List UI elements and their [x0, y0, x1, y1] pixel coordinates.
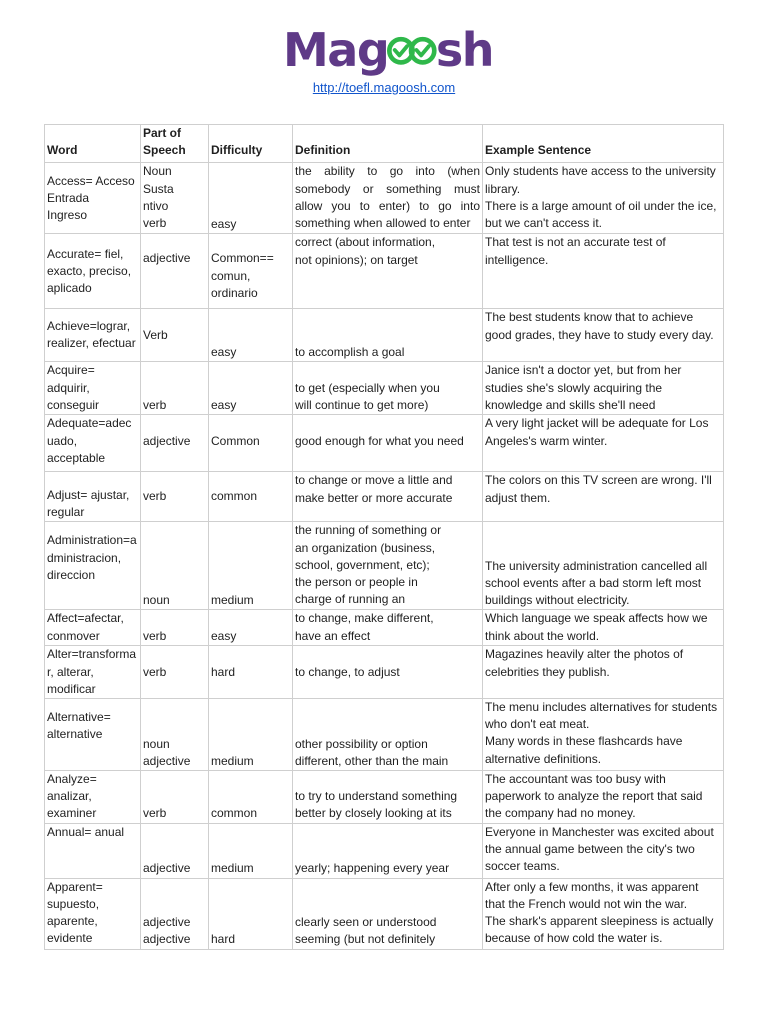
definition-cell: to change, make different, have an effect: [293, 610, 483, 646]
word-cell: Access= Acceso Entrada Ingreso: [45, 163, 141, 234]
word-cell: Alter=transformar, alterar, modificar: [45, 646, 141, 699]
word-cell: Accurate= fiel, exacto, preciso, aplicado: [45, 234, 141, 309]
example-cell: Magazines heavily alter the photos of celebrities they publish.: [483, 646, 724, 699]
difficulty-cell: hard: [209, 878, 293, 949]
definition-cell: the running of something or an organization (business, school, government, etc); the person or people in charge of running an: [293, 522, 483, 610]
example-cell: A very light jacket will be adequate for Los Angeles's warm winter.: [483, 415, 724, 472]
table-row: [45, 362, 724, 415]
word-cell: Apparent= supuesto, aparente, evidente: [45, 878, 141, 949]
pos-cell: verb: [141, 472, 209, 522]
table-row: [45, 522, 724, 610]
pos-cell: noun adjective: [141, 699, 209, 771]
example-cell: The best students know that to achieve good grades, they have to study every day.: [483, 309, 724, 362]
example-cell: The menu includes alternatives for students who don't eat meat. Many words in these flashcards have alternative definitions.: [483, 699, 724, 771]
pos-cell: Verb: [141, 309, 209, 362]
pos-cell: adjective: [141, 823, 209, 878]
header-word: Word: [45, 125, 141, 163]
pos-cell: verb: [141, 771, 209, 824]
pos-cell: verb: [141, 610, 209, 646]
table-row: [45, 699, 724, 771]
pos-cell: adjective: [141, 234, 209, 309]
table-row: [45, 823, 724, 878]
vocabulary-table: [44, 124, 724, 950]
difficulty-cell: medium: [209, 823, 293, 878]
word-cell: Analyze= analizar, examiner: [45, 771, 141, 824]
definition-cell: to try to understand something better by closely looking at its: [293, 771, 483, 824]
word-cell: Adequate=adecuado, acceptable: [45, 415, 141, 472]
word-cell: Affect=afectar, conmover: [45, 610, 141, 646]
difficulty-cell: hard: [209, 646, 293, 699]
word-cell: Adjust= ajustar, regular: [45, 472, 141, 522]
pos-cell: adjective: [141, 415, 209, 472]
logo-checkmark-icon: [387, 30, 437, 70]
word-cell: Acquire= adquirir, conseguir: [45, 362, 141, 415]
table-row: [45, 415, 724, 472]
example-cell: The accountant was too busy with paperwork to analyze the report that said the company had no money.: [483, 771, 724, 824]
header-definition: Definition: [293, 125, 483, 163]
example-cell: The university administration cancelled all school events after a bad storm left most buildings without electricity.: [483, 522, 724, 610]
table-row: [45, 771, 724, 824]
difficulty-cell: easy: [209, 610, 293, 646]
example-cell: Janice isn't a doctor yet, but from her studies she's slowly acquiring the knowledge and skills she'll need: [483, 362, 724, 415]
table-row: [45, 309, 724, 362]
pos-cell: verb: [141, 646, 209, 699]
definition-cell: to accomplish a goal: [293, 309, 483, 362]
table-row: [45, 234, 724, 309]
table-row: [45, 646, 724, 699]
definition-cell: other possibility or option different, other than the main: [293, 699, 483, 771]
definition-cell: clearly seen or understood seeming (but not definitely: [293, 878, 483, 949]
difficulty-cell: medium: [209, 699, 293, 771]
difficulty-cell: easy: [209, 163, 293, 234]
definition-cell: to change, to adjust: [293, 646, 483, 699]
word-cell: Achieve=lograr, realizer, efectuar: [45, 309, 141, 362]
example-cell: That test is not an accurate test of intelligence.: [483, 234, 724, 309]
magoosh-link[interactable]: http://toefl.magoosh.com: [312, 80, 456, 95]
header-difficulty: Difficulty: [209, 125, 293, 163]
pos-cell: noun: [141, 522, 209, 610]
header-example-sentence: Example Sentence: [483, 125, 724, 163]
word-cell: Administration=administracion, direccion: [45, 522, 141, 610]
difficulty-cell: easy: [209, 362, 293, 415]
example-cell: Everyone in Manchester was excited about the annual game between the city's two soccer teams.: [483, 823, 724, 878]
difficulty-cell: common: [209, 771, 293, 824]
table-row: [45, 472, 724, 522]
example-cell: Which language we speak affects how we think about the world.: [483, 610, 724, 646]
magoosh-logo: [283, 22, 493, 78]
word-cell: Annual= anual: [45, 823, 141, 878]
definition-cell: the ability to go into (when somebody or something must allow you to enter) to go into something when allowed to enter: [293, 163, 483, 234]
logo-text-left: Mag: [283, 23, 389, 77]
logo-text-right: sh: [435, 23, 493, 77]
difficulty-cell: Common== comun, ordinario: [209, 234, 293, 309]
example-cell: After only a few months, it was apparent that the French would not win the war. The shark's apparent sleepiness is actually because of how cold the water is.: [483, 878, 724, 949]
definition-cell: good enough for what you need: [293, 415, 483, 472]
difficulty-cell: common: [209, 472, 293, 522]
example-cell: The colors on this TV screen are wrong. I'll adjust them.: [483, 472, 724, 522]
difficulty-cell: Common: [209, 415, 293, 472]
table-row: [45, 610, 724, 646]
table-row: [45, 163, 724, 234]
header-part-of-speech: Part of Speech: [141, 125, 209, 163]
example-cell: Only students have access to the university library. There is a large amount of oil under the ice, but we can't access it.: [483, 163, 724, 234]
definition-cell: to change or move a little and make better or more accurate: [293, 472, 483, 522]
definition-cell: yearly; happening every year: [293, 823, 483, 878]
pos-cell: verb: [141, 362, 209, 415]
pos-cell: Noun Susta ntivo verb: [141, 163, 209, 234]
definition-cell: to get (especially when you will continue to get more): [293, 362, 483, 415]
pos-cell: adjective adjective: [141, 878, 209, 949]
table-header-row: [45, 125, 724, 163]
table-row: [45, 878, 724, 949]
word-cell: Alternative= alternative: [45, 699, 141, 771]
difficulty-cell: medium: [209, 522, 293, 610]
difficulty-cell: easy: [209, 309, 293, 362]
definition-cell: correct (about information, not opinions); on target: [293, 234, 483, 309]
